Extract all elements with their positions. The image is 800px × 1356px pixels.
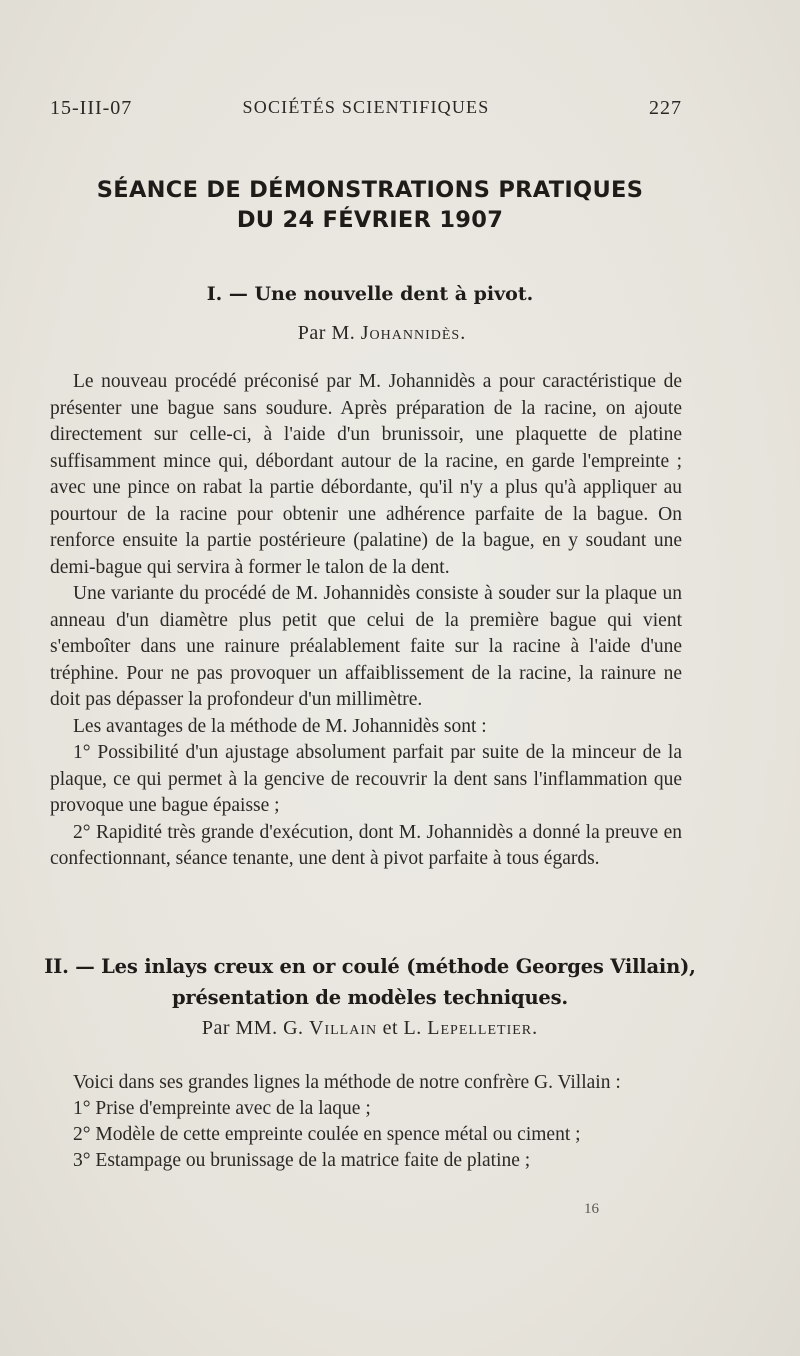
- list-item: 1° Possibilité d'un ajustage absolument parfait par suite de la minceur de la plaque, ce qui permet à la gencive de recouvrir la dent sans l'inflammation que provoque une bague épaisse ;: [50, 742, 682, 816]
- list-item: 1° Prise d'empreinte avec de la laque ;: [73, 1098, 371, 1119]
- page-number: 227: [649, 97, 682, 119]
- paragraph: Voici dans ses grandes lignes la méthode de notre confrère G. Villain :: [73, 1072, 621, 1093]
- running-header: [50, 97, 682, 127]
- section-2-byline: [40, 1017, 700, 1040]
- list-item: 2° Modèle de cette empreinte coulée en spence métal ou ciment ;: [73, 1124, 581, 1145]
- header-date: 15-III-07: [50, 97, 133, 119]
- section-2-body: [50, 1070, 682, 1174]
- paragraph: Les avantages de la méthode de M. Johannidès sont :: [73, 715, 487, 737]
- signature-mark: 16: [584, 1201, 599, 1217]
- section-1-byline: [52, 322, 712, 345]
- paragraph: Le nouveau procédé préconisé par M. Johannidès a pour caractéristique de présenter une bague sans soudure. Après préparation de la racine, on ajoute directement sur celle-ci, à l'aide d'un brunissoir, une plaquette de platine suffisamment mince qui, débordant autour de la racine, en garde l'empreinte ; avec une pince on rabat la partie débordante, qu'il n'y a plus qu'à appliquer au pourtour de la racine pour obtenir une adhérence parfaite de la bague. On renforce ensuite la partie postérieure (palatine) de la bague, en y soudant une demi-bague qui servira à former le talon de la dent.: [50, 371, 682, 578]
- section-2-heading-line-1: II. — Les inlays creux en or coulé (méthode Georges Villain),: [44, 955, 696, 978]
- section-2-heading-line-2: présentation de modèles techniques.: [171, 986, 569, 1009]
- list-item: 3° Estampage ou brunissage de la matrice faite de platine ;: [73, 1150, 531, 1171]
- list-item: 2° Rapidité très grande d'exécution, dont M. Johannidès a donné la preuve en confectionnant, séance tenante, une dent à pivot parfaite à tous égards.: [50, 821, 682, 869]
- header-journal-section: SOCIÉTÉS SCIENTIFIQUES: [242, 97, 490, 117]
- author-name: Johannidès.: [360, 322, 467, 344]
- byline-prefix: Par M.: [297, 322, 361, 344]
- title-line-1: SÉANCE DE DÉMONSTRATIONS PRATIQUES: [96, 177, 644, 203]
- section-2-heading: [40, 951, 700, 1013]
- section-1-body: [50, 369, 682, 873]
- author-name: Lepelletier.: [427, 1017, 539, 1039]
- section-1-heading: I. — Une nouvelle dent à pivot.: [206, 283, 534, 305]
- byline-prefix: Par MM. G.: [201, 1017, 310, 1039]
- paragraph: Une variante du procédé de M. Johannidès consiste à souder sur la plaque un anneau d'un diamètre plus petit que celui de la première bague qui vient s'emboîter dans une rainure préalablement faite sur la racine à l'aide d'une tréphine. Pour ne pas provoquer un affaiblissement de la racine, la rainure ne doit pas dépasser la profondeur d'un millimètre.: [50, 583, 682, 710]
- byline-conjunction: et L.: [377, 1017, 428, 1039]
- author-name: Villain: [309, 1017, 378, 1039]
- page-title: [40, 175, 700, 235]
- title-line-2: DU 24 FÉVRIER 1907: [236, 207, 504, 233]
